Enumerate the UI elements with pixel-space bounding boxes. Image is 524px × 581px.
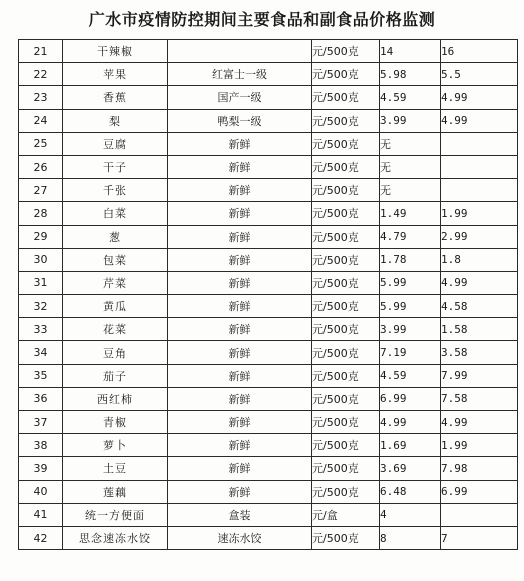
row-number: 39 xyxy=(19,457,63,480)
table-row xyxy=(19,526,518,549)
product-spec: 新鲜 xyxy=(168,411,312,434)
price-period-1: 4.79 xyxy=(380,225,441,248)
product-name: 青椒 xyxy=(63,411,168,434)
row-number: 24 xyxy=(19,109,63,132)
price-period-1: 14 xyxy=(380,40,441,63)
price-table xyxy=(18,39,518,550)
table-row xyxy=(19,202,518,225)
product-spec: 新鲜 xyxy=(168,295,312,318)
price-period-2: 7.58 xyxy=(441,387,518,410)
price-period-2 xyxy=(441,179,518,202)
product-name: 芹菜 xyxy=(63,271,168,294)
product-name: 茄子 xyxy=(63,364,168,387)
row-number: 37 xyxy=(19,411,63,434)
price-period-1: 5.99 xyxy=(380,295,441,318)
table-row xyxy=(19,503,518,526)
product-name: 千张 xyxy=(63,179,168,202)
price-unit: 元/500克 xyxy=(312,480,380,503)
table-row xyxy=(19,480,518,503)
product-name: 萝卜 xyxy=(63,434,168,457)
price-period-2: 4.99 xyxy=(441,86,518,109)
product-name: 豆腐 xyxy=(63,132,168,155)
row-number: 29 xyxy=(19,225,63,248)
price-period-2: 6.99 xyxy=(441,480,518,503)
price-period-1: 6.99 xyxy=(380,387,441,410)
product-spec: 新鲜 xyxy=(168,457,312,480)
product-name: 白菜 xyxy=(63,202,168,225)
price-period-2: 7.99 xyxy=(441,364,518,387)
product-name: 西红柿 xyxy=(63,387,168,410)
product-spec: 新鲜 xyxy=(168,179,312,202)
price-period-2: 16 xyxy=(441,40,518,63)
product-spec xyxy=(168,40,312,63)
row-number: 23 xyxy=(19,86,63,109)
row-number: 41 xyxy=(19,503,63,526)
product-spec: 国产一级 xyxy=(168,86,312,109)
price-unit: 元/盒 xyxy=(312,503,380,526)
table-row xyxy=(19,132,518,155)
row-number: 28 xyxy=(19,202,63,225)
price-unit: 元/500克 xyxy=(312,132,380,155)
product-name: 葱 xyxy=(63,225,168,248)
table-row xyxy=(19,457,518,480)
product-name: 香蕉 xyxy=(63,86,168,109)
price-period-2: 7.98 xyxy=(441,457,518,480)
row-number: 31 xyxy=(19,271,63,294)
product-spec: 新鲜 xyxy=(168,132,312,155)
price-unit: 元/500克 xyxy=(312,387,380,410)
price-period-2: 4.99 xyxy=(441,411,518,434)
row-number: 42 xyxy=(19,526,63,549)
price-period-2: 7 xyxy=(441,526,518,549)
price-period-2: 2.99 xyxy=(441,225,518,248)
price-period-1: 5.99 xyxy=(380,271,441,294)
price-unit: 元/500克 xyxy=(312,202,380,225)
price-period-1: 4.99 xyxy=(380,411,441,434)
price-unit: 元/500克 xyxy=(312,526,380,549)
product-name: 莲藕 xyxy=(63,480,168,503)
price-period-1: 无 xyxy=(380,179,441,202)
price-unit: 元/500克 xyxy=(312,155,380,178)
row-number: 30 xyxy=(19,248,63,271)
price-unit: 元/500克 xyxy=(312,225,380,248)
product-spec: 红富士一级 xyxy=(168,63,312,86)
price-period-1: 4.59 xyxy=(380,86,441,109)
price-table-body xyxy=(19,40,518,550)
price-unit: 元/500克 xyxy=(312,271,380,294)
price-unit: 元/500克 xyxy=(312,295,380,318)
price-period-2 xyxy=(441,503,518,526)
product-name: 豆角 xyxy=(63,341,168,364)
product-spec: 新鲜 xyxy=(168,480,312,503)
price-period-1: 4 xyxy=(380,503,441,526)
price-period-2: 4.58 xyxy=(441,295,518,318)
price-period-2 xyxy=(441,155,518,178)
table-row xyxy=(19,179,518,202)
price-unit: 元/500克 xyxy=(312,364,380,387)
row-number: 36 xyxy=(19,387,63,410)
table-row xyxy=(19,318,518,341)
price-period-1: 无 xyxy=(380,155,441,178)
document-title: 广水市疫情防控期间主要食品和副食品价格监测 xyxy=(88,10,436,29)
product-name: 干辣椒 xyxy=(63,40,168,63)
product-spec: 新鲜 xyxy=(168,271,312,294)
product-spec: 新鲜 xyxy=(168,434,312,457)
table-row xyxy=(19,225,518,248)
table-row xyxy=(19,86,518,109)
price-period-2: 1.99 xyxy=(441,434,518,457)
price-period-1: 无 xyxy=(380,132,441,155)
price-period-1: 1.78 xyxy=(380,248,441,271)
product-name: 统一方便面 xyxy=(63,503,168,526)
price-unit: 元/500克 xyxy=(312,63,380,86)
row-number: 22 xyxy=(19,63,63,86)
table-row xyxy=(19,63,518,86)
price-period-1: 6.48 xyxy=(380,480,441,503)
product-spec: 速冻水饺 xyxy=(168,526,312,549)
product-spec: 新鲜 xyxy=(168,364,312,387)
product-spec: 鸭梨一级 xyxy=(168,109,312,132)
product-name: 花菜 xyxy=(63,318,168,341)
row-number: 35 xyxy=(19,364,63,387)
row-number: 38 xyxy=(19,434,63,457)
row-number: 27 xyxy=(19,179,63,202)
table-row xyxy=(19,341,518,364)
product-name: 思念速冻水饺 xyxy=(63,526,168,549)
table-row xyxy=(19,387,518,410)
product-spec: 新鲜 xyxy=(168,225,312,248)
product-spec: 新鲜 xyxy=(168,155,312,178)
price-period-1: 3.69 xyxy=(380,457,441,480)
price-period-2: 4.99 xyxy=(441,271,518,294)
product-spec: 新鲜 xyxy=(168,318,312,341)
price-period-2: 1.8 xyxy=(441,248,518,271)
price-period-1: 3.99 xyxy=(380,318,441,341)
product-spec: 新鲜 xyxy=(168,341,312,364)
table-row xyxy=(19,271,518,294)
product-spec: 盒装 xyxy=(168,503,312,526)
price-period-1: 4.59 xyxy=(380,364,441,387)
product-name: 苹果 xyxy=(63,63,168,86)
price-period-1: 5.98 xyxy=(380,63,441,86)
price-period-2: 3.58 xyxy=(441,341,518,364)
price-period-2: 4.99 xyxy=(441,109,518,132)
table-row xyxy=(19,248,518,271)
row-number: 33 xyxy=(19,318,63,341)
price-period-1: 3.99 xyxy=(380,109,441,132)
row-number: 25 xyxy=(19,132,63,155)
price-unit: 元/500克 xyxy=(312,341,380,364)
price-unit: 元/500克 xyxy=(312,40,380,63)
product-name: 黄瓜 xyxy=(63,295,168,318)
price-period-1: 1.69 xyxy=(380,434,441,457)
price-unit: 元/500克 xyxy=(312,179,380,202)
product-name: 梨 xyxy=(63,109,168,132)
row-number: 32 xyxy=(19,295,63,318)
product-name: 包菜 xyxy=(63,248,168,271)
row-number: 34 xyxy=(19,341,63,364)
price-unit: 元/500克 xyxy=(312,86,380,109)
product-name: 土豆 xyxy=(63,457,168,480)
price-period-2 xyxy=(441,132,518,155)
product-spec: 新鲜 xyxy=(168,202,312,225)
price-period-2: 1.99 xyxy=(441,202,518,225)
product-spec: 新鲜 xyxy=(168,248,312,271)
row-number: 21 xyxy=(19,40,63,63)
price-period-1: 8 xyxy=(380,526,441,549)
price-unit: 元/500克 xyxy=(312,457,380,480)
price-period-2: 1.58 xyxy=(441,318,518,341)
price-unit: 元/500克 xyxy=(312,248,380,271)
price-unit: 元/500克 xyxy=(312,318,380,341)
row-number: 26 xyxy=(19,155,63,178)
price-unit: 元/500克 xyxy=(312,109,380,132)
product-name: 干子 xyxy=(63,155,168,178)
table-row xyxy=(19,295,518,318)
table-row xyxy=(19,364,518,387)
table-row xyxy=(19,411,518,434)
price-period-2: 5.5 xyxy=(441,63,518,86)
price-unit: 元/500克 xyxy=(312,411,380,434)
table-row xyxy=(19,155,518,178)
table-row xyxy=(19,109,518,132)
price-unit: 元/500克 xyxy=(312,434,380,457)
product-spec: 新鲜 xyxy=(168,387,312,410)
price-period-1: 1.49 xyxy=(380,202,441,225)
row-number: 40 xyxy=(19,480,63,503)
table-row xyxy=(19,40,518,63)
table-row xyxy=(19,434,518,457)
price-period-1: 7.19 xyxy=(380,341,441,364)
